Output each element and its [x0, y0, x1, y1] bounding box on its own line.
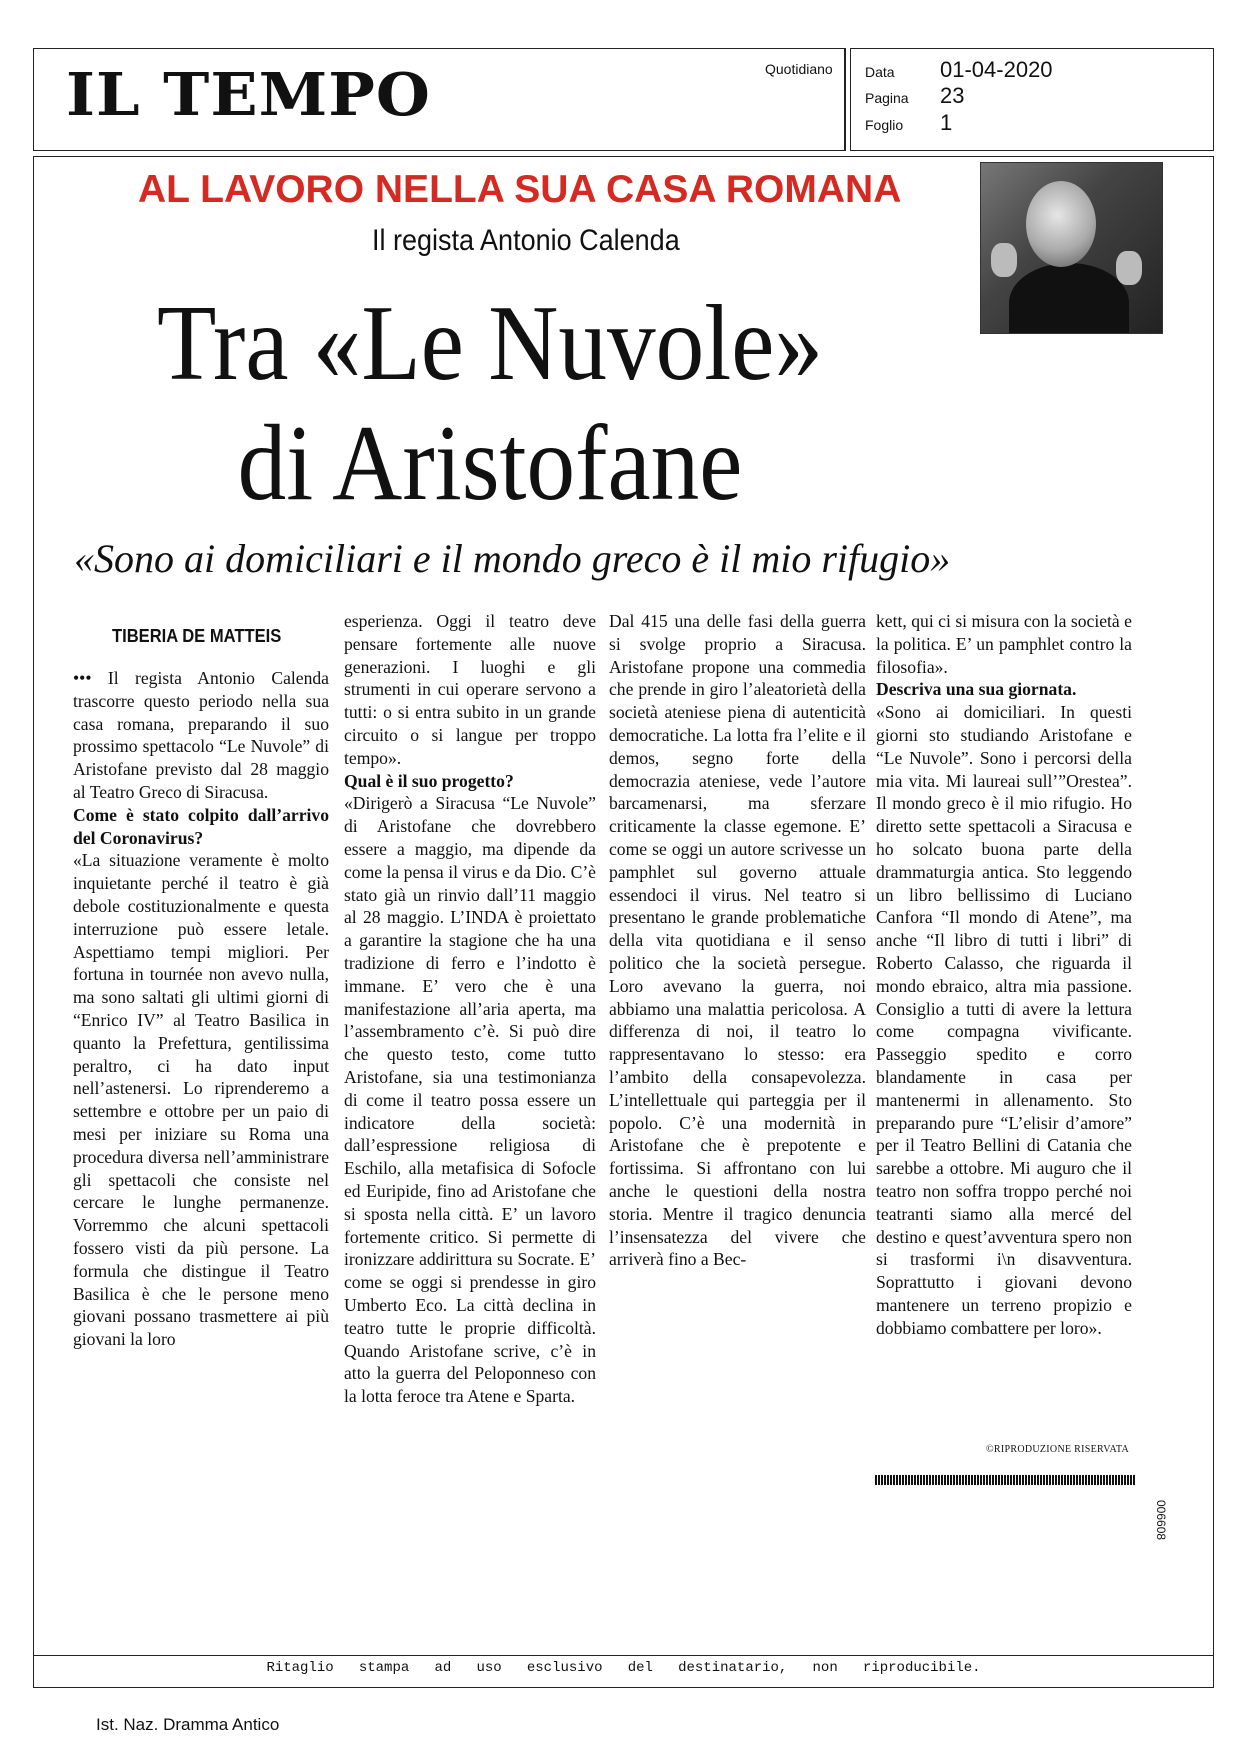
pagina-value: 23	[940, 83, 965, 108]
answer-2: «Dirigerò a Siracusa “Le Nuvole” di Aristofane che dovrebbero essere a maggio, ma dipende da come la pensa il virus e da Dio. C’è stato già un rinvio dall’11 maggio al 28 maggio. L’INDA è proiettato a garantire la stagione che ha una tradizione di ferro e l’indotto è immane. E’ vero che è una manifestazione all’aria aperta, ma l’assembramento c’è. Si può dire che questo testo, come tutto Aristofane, sia una testimonianza di come il teatro possa essere un indicatore della società: dall’espressione religiosa di Eschilo, alla metafisica di Sofocle ed Euripide, fino ad Aristofane che si sposta nella città. E’ un lavoro fortemente critico. Si permette di ironizzare addirittura su Socrate. E’ come se oggi si prendesse in giro Umberto Eco. La città declina in teatro tutte le proprie difficoltà. Quando Aristofane scrive, c’è in atto la guerra del Peloponneso con la lotta feroce tra Atene e Sparta.	[344, 793, 596, 1407]
hand-right	[1116, 251, 1142, 285]
copyright-notice: ©RIPRODUZIONE RISERVATA	[986, 1444, 1129, 1455]
question-1: Come è stato colpito dall’arrivo del Coronavirus?	[73, 804, 329, 848]
hand-left	[991, 243, 1017, 277]
answer-3: «Sono ai domiciliari. In questi giorni sto studiando Aristofane e “Le Nuvole”. Sono i percorsi della mia vita. Mi laureai sull’”Orestea”. Il mondo greco è il mio rifugio. Ho diretto sette spettacoli a Siracusa e ho solcato buona parte della drammaturgia antica. Sto leggendo un libro bellissimo di Luciano Canfora “Il mondo di Atene”, ma anche “Il libro di tutti i libri” di Roberto Calasso, che riguarda il mondo ebraico, altra mia passione. Consiglio a tutti di avere la lettura come compagna vivificante. Passeggio spedito e corro blandamente in casa per mantenermi in allenamento. Sto preparando pure “L’elisir d’amore” per il Teatro Bellini di Catania che sarebbe a ottobre. Mi auguro che il teatro non soffra troppo perché noi teatranti siamo alla mercé del destino e quest’avventura spero non si trasformi i\n disavventura. Soprattutto i giovani devono mantenere un terreno propizio e dobbiamo combattere per loro».	[876, 702, 1132, 1338]
portrait-photo	[980, 162, 1163, 334]
headline-line-2: di Aristofane	[237, 404, 743, 523]
foglio-value: 1	[940, 110, 953, 135]
answer-1-continued: esperienza. Oggi il teatro deve pensare fortemente alle nuove generazioni. I luoghi e gli strumenti in cui operare servono a tutti: o si entra subito in un grande circuito o si langue per troppo tempo».	[344, 611, 596, 768]
article-byline: TIBERIA DE MATTEIS	[112, 626, 282, 646]
pagina-label: Pagina	[865, 90, 909, 106]
masthead-divider	[845, 48, 850, 151]
source-label: Ist. Naz. Dramma Antico	[96, 1715, 280, 1734]
clipping-notice: Ritaglio stampa ad uso esclusivo del destinatario, non riproducibile.	[266, 1660, 981, 1676]
lead-paragraph: ••• Il regista Antonio Calenda trascorre questo periodo nella sua casa romana, preparando il suo prossimo spettacolo “Le Nuvole” di Aristofane previsto dal 28 maggio al Teatro Greco di Siracusa.	[73, 668, 329, 802]
answer-2-continued: Dal 415 una delle fasi della guerra si svolge proprio a Siracusa. Aristofane propone una commedia che prende in giro l’aleatorietà della società ateniese piena di autenticità democratiche. La lotta fra l’elite e il demos, segno forte della democrazia ateniese, vede l’autore barcamenarsi, ma sferzare criticamente la classe egemone. E’ come se oggi un autore scrivesse un pamphlet sul governo attuale essendoci il virus. Nel teatro si presentano le grande problematiche della vita quotidiana e il senso politico che la società persegue. Loro avevano la guerra, noi abbiamo una malattia pericolosa. A differenza di noi, il teatro lo rappresentavano lo stesso: era l’ambito della consapevolezza. L’intellettuale qui parteggia per il popolo. C’è una modernità in Aristofane che è prepotente e fortissima. Si affrontano con lui anche le questioni della nostra storia. Mentre il tragico denuncia l’insensatezza del vivere che arriverà fino a Bec-	[609, 611, 866, 1270]
frequency-label: Quotidiano	[765, 61, 833, 77]
figure-body	[1009, 263, 1129, 334]
column-3	[609, 610, 866, 1271]
article-subkicker: Il regista Antonio Calenda	[372, 224, 680, 257]
question-2: Qual è il suo progetto?	[344, 770, 514, 791]
answer-2-end: kett, qui ci si misura con la società e la politica. E’ un pamphlet contro la filosofia».	[876, 611, 1132, 677]
article-kicker: AL LAVORO NELLA SUA CASA ROMANA	[138, 168, 902, 211]
newspaper-logo: IL TEMPO	[66, 59, 431, 130]
article-deck: «Sono ai domiciliari e il mondo greco è il mio rifugio»	[74, 536, 951, 581]
column-2	[344, 610, 596, 1408]
data-label: Data	[865, 64, 895, 80]
column-1	[73, 667, 329, 1351]
figure-face	[1026, 181, 1096, 267]
answer-1: «La situazione veramente è molto inquietante perché il teatro è già debole costituzionalmente e questa interruzione può essere letale. Aspettiamo tempi migliori. Per fortuna in tournée non avevo nulla, ma sono saltati gli ultimi giorni di “Enrico IV” al Teatro Basilica in quanto la Prefettura, gentilissima peraltro, ci ha dato input nell’astenersi. Lo riprenderemo a settembre e ottobre per un paio di mesi per iniziare su Roma una procedura diversa nell’amministrare gli spettacoli che consiste nel cercare le lunghe permanenze. Vorremmo che alcuni spettacoli fossero visti da più persone. La formula che distingue il Teatro Basilica è che le persone meno giovani possano trasmettere ai più giovani la loro	[73, 850, 329, 1350]
column-4	[876, 610, 1132, 1340]
data-value: 01-04-2020	[940, 57, 1053, 82]
footer-rule	[33, 1655, 1214, 1656]
foglio-label: Foglio	[865, 117, 904, 133]
clipping-code: 006608	[1154, 1500, 1168, 1541]
question-3: Descriva una sua giornata.	[876, 679, 1077, 700]
headline-line-1: Tra «Le Nuvole»	[157, 284, 823, 403]
barcode-strip	[875, 1475, 1135, 1485]
